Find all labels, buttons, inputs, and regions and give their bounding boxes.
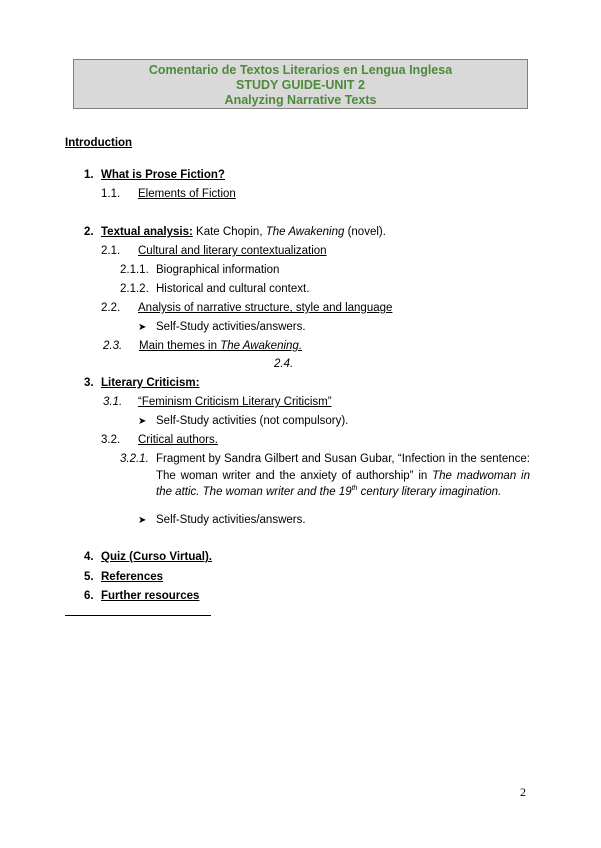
section-2-number: 2. [84,226,94,238]
section-2-note: (novel). [347,226,386,238]
section-2-2-number: 2.2. [101,302,121,314]
section-1-1-label: Elements of Fiction [138,188,236,200]
section-4-title: Quiz (Curso Virtual). [101,551,212,563]
section-2-2-bullet: Self-Study activities/answers. [156,321,306,333]
section-3-2-1-text: Fragment by Sandra Gilbert and Susan Gubar, “Infection in the sentence: The woman writer and the anxiety of authorship” in The madwoman in the attic. The woman writer and the 19th century literary imagination. [156,453,530,498]
section-2-3-number: 2.3. [103,340,123,352]
section-3-2-number: 3.2. [101,434,121,446]
section-2-3-label: Main themes in The Awakening. [139,340,303,352]
section-3-1-bullet: Self-Study activities (not compulsory). [156,415,349,427]
section-2-1-1-number: 2.1.1. [120,264,149,276]
section-3-2-1-number: 3.2.1. [120,453,149,465]
section-2-2-label: Analysis of narrative structure, style and language [138,302,393,314]
introduction-heading: Introduction [65,137,133,149]
section-2-author: Kate Chopin, [196,226,263,238]
section-2-1-1-label: Biographical information [156,264,280,276]
section-2-title: Textual analysis: [101,226,193,238]
bullet-arrow-icon: ➤ [138,416,147,427]
unit-title: Analyzing Narrative Texts [224,93,377,107]
course-title: Comentario de Textos Literarios en Lengua Inglesa [148,63,453,77]
section-3-title: Literary Criticism: [101,377,200,389]
section-2-1-label: Cultural and literary contextualization [138,245,327,257]
title-box [73,59,528,109]
section-1-number: 1. [84,169,94,181]
bullet-arrow-icon: ➤ [138,322,147,333]
section-2-1-2-number: 2.1.2. [120,283,149,295]
section-3-1-label: “Feminism Criticism Literary Criticism” [138,396,332,408]
footnote-divider [65,615,211,616]
section-2-line [101,226,386,238]
section-2-work: The Awakening [265,226,345,238]
section-4-number: 4. [84,551,94,563]
section-5-number: 5. [84,571,94,583]
section-6-number: 6. [84,590,94,602]
section-3-number: 3. [84,377,94,389]
section-3-2-label: Critical authors. [138,434,218,446]
section-2-1-number: 2.1. [101,245,121,257]
section-3-2-bullet: Self-Study activities/answers. [156,514,306,526]
section-2-1-2-label: Historical and cultural context. [156,283,310,295]
page-number: 2 [520,785,526,799]
section-5-title: References [101,571,164,583]
section-3-1-number: 3.1. [103,396,123,408]
section-6-title: Further resources [101,590,200,602]
section-2-4-number: 2.4. [274,358,294,370]
section-1-1-number: 1.1. [101,188,121,200]
section-1-title: What is Prose Fiction? [101,169,225,181]
guide-title: STUDY GUIDE-UNIT 2 [236,78,365,92]
bullet-arrow-icon: ➤ [138,515,147,526]
